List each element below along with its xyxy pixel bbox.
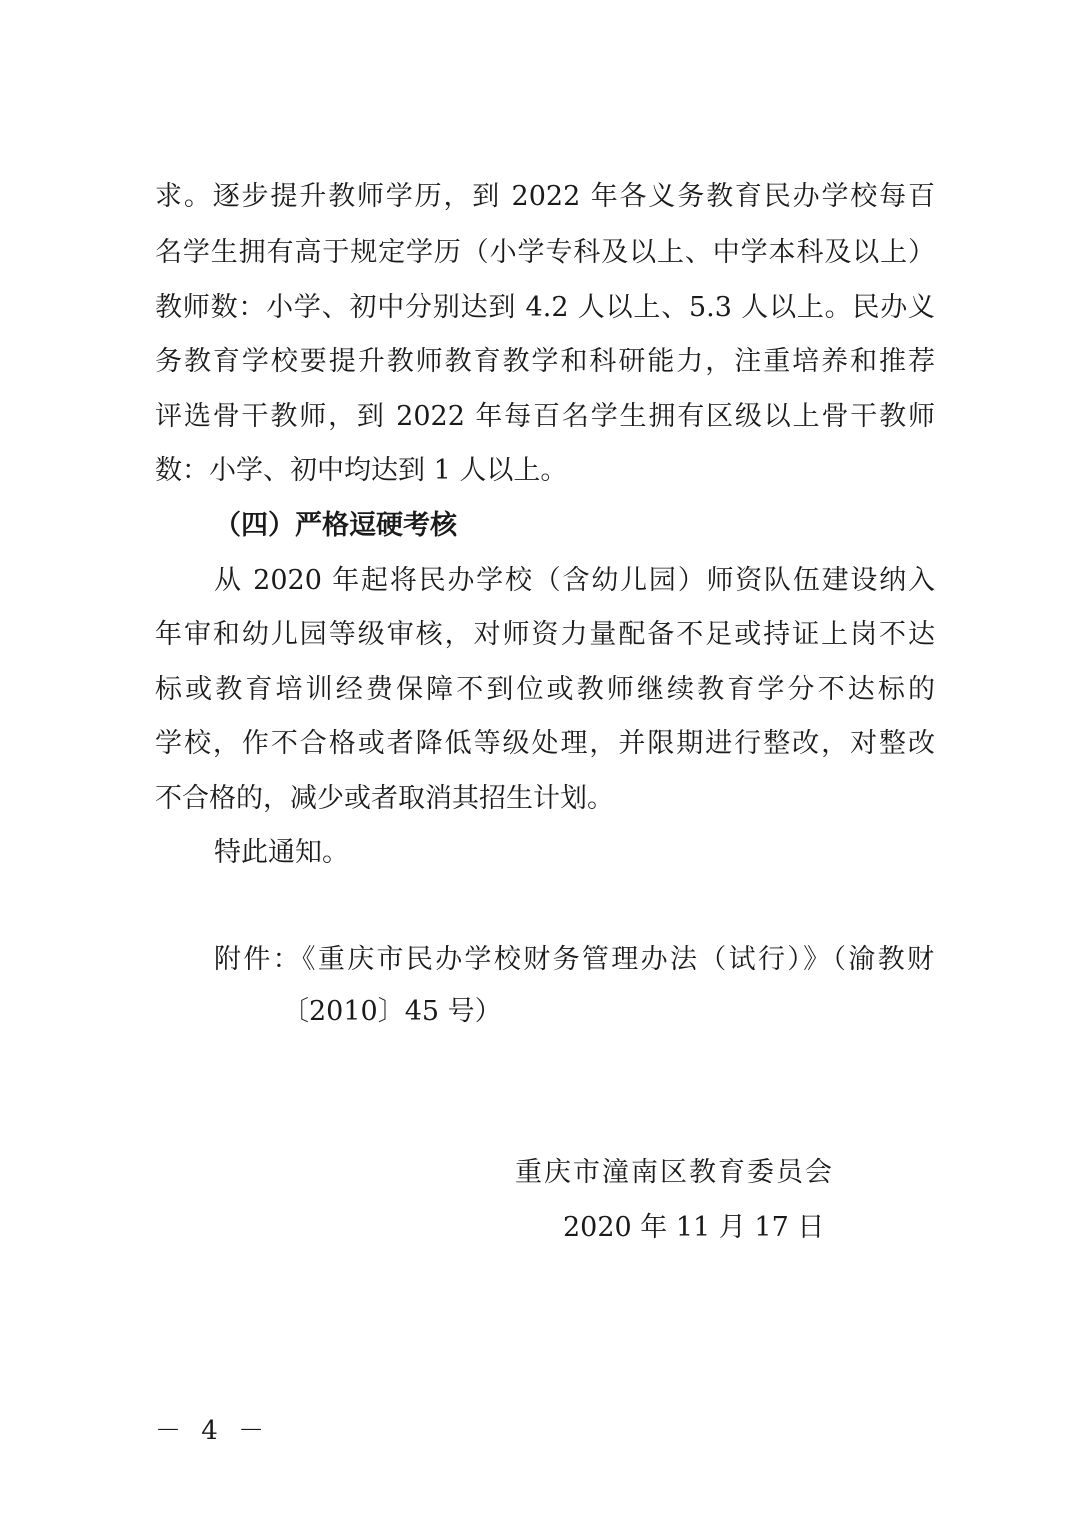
attachment-line-2: 〔2010〕45 号） [282, 996, 502, 1027]
body-line: 标或教育培训经费保障不到位或教师继续教育学分不达标的 [155, 674, 935, 705]
body-line: 求。逐步提升教师学历，到 2022 年各义务教育民办学校每百 [155, 181, 935, 212]
body-line: 名学生拥有高于规定学历（小学专科及以上、中学本科及以上） [155, 237, 935, 268]
signature-date: 2020 年 11 月 17 日 [563, 1212, 825, 1243]
body-line: 从 2020 年起将民办学校（含幼儿园）师资队伍建设纳入 [214, 565, 935, 596]
body-line: 数：小学、初中均达到 1 人以上。 [155, 455, 568, 486]
body-line: 务教育学校要提升教师教育教学和科研能力，注重培养和推荐 [155, 346, 935, 377]
body-line: 年审和幼儿园等级审核，对师资力量配备不足或持证上岗不达 [155, 619, 935, 650]
body-line: 评选骨干教师，到 2022 年每百名学生拥有区级以上骨干教师 [155, 401, 935, 432]
section-heading: （四）严格逗硬考核 [214, 510, 457, 541]
page-number: － 4 － [155, 1416, 271, 1446]
signature-org: 重庆市潼南区教育委员会 [515, 1157, 834, 1188]
attachment-line-1: 附件：《重庆市民办学校财务管理办法（试行）》（渝教财 [214, 944, 935, 975]
body-line: 学校，作不合格或者降低等级处理，并限期进行整改，对整改 [155, 728, 935, 759]
body-line: 不合格的，减少或者取消其招生计划。 [155, 783, 614, 814]
body-line: 教师数：小学、初中分别达到 4.2 人以上、5.3 人以上。民办义 [155, 292, 935, 323]
closing-text: 特此通知。 [214, 837, 349, 868]
